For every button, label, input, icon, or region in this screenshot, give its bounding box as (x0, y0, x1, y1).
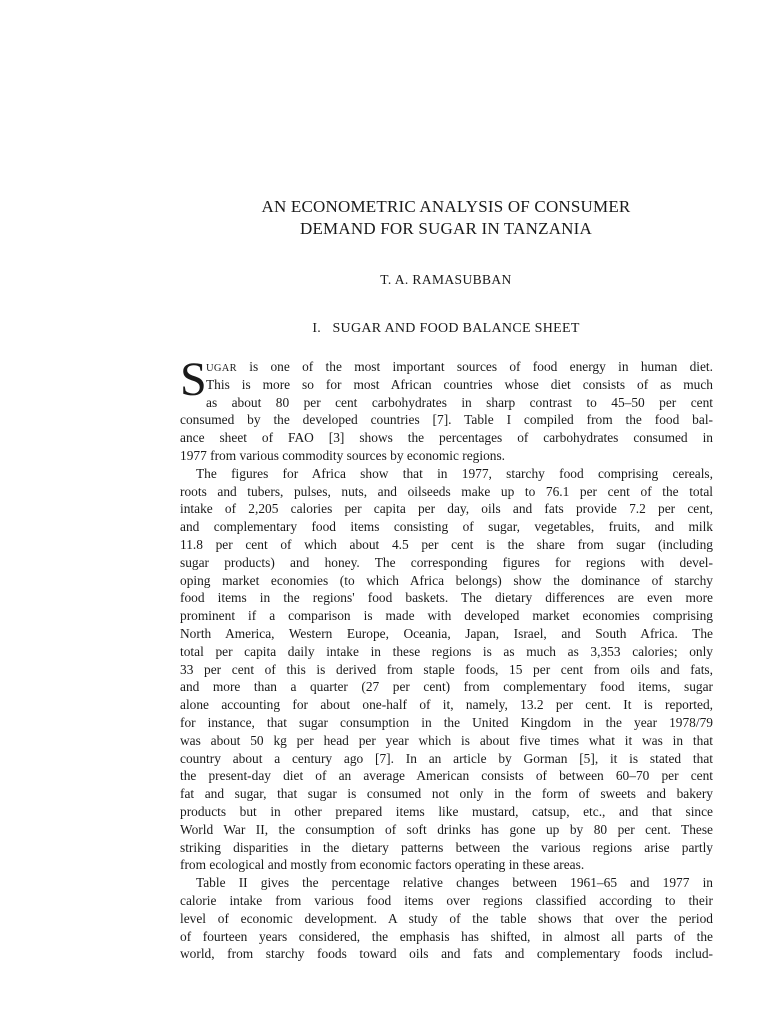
text-line: as about 80 per cent carbohydrates in sharp contrast to 45–50 per cent (206, 394, 713, 410)
drop-cap: S (180, 353, 207, 406)
text-line: of fourteen years considered, the emphasis has shifted, in almost all parts of the (180, 928, 713, 944)
text-line: for instance, that sugar consumption in the United Kingdom in the year 1978/79 (180, 714, 713, 730)
text-line: roots and tubers, pulses, nuts, and oilseeds make up to 76.1 per cent of the total (180, 483, 713, 499)
text-line: ance sheet of FAO [3] shows the percentages of carbohydrates consumed in (180, 430, 713, 446)
text-line: total per capita daily intake in these regions is as much as 3,353 calories; only (180, 643, 713, 659)
text-line: oping market economies (to which Africa belongs) show the dominance of starchy (180, 572, 713, 588)
text-line: country about a century ago [7]. In an article by Gorman [5], it is stated that (180, 750, 713, 766)
text-line: the present-day diet of an average American consists of between 60–70 per cent (180, 768, 713, 784)
text-line: The figures for Africa show that in 1977, starchy food comprising cereals, (196, 465, 713, 481)
body-text (180, 353, 713, 963)
text-line: Table II gives the percentage relative changes between 1961–65 and 1977 in (196, 875, 713, 891)
text-line: was about 50 kg per head per year which is about five times what it was in that (180, 732, 713, 748)
author-name: T. A. RAMASUBBAN (380, 272, 512, 287)
text-line: 1977 from various commodity sources by economic regions. (180, 447, 506, 463)
text-line: World War II, the consumption of soft drinks has gone up by 80 per cent. These (180, 821, 713, 837)
section-heading: I. SUGAR AND FOOD BALANCE SHEET (312, 321, 580, 336)
text-line: This is more so for most African countries whose diet consists of as much (206, 376, 713, 392)
text-line: and more than a quarter (27 per cent) from complementary food items, sugar (180, 679, 713, 695)
text-line: fat and sugar, that sugar is consumed not only in the form of sweets and bakery (180, 786, 713, 802)
title-line-2: DEMAND FOR SUGAR IN TANZANIA (300, 219, 592, 238)
line-text: is one of the most important sources of food energy in human diet. (236, 359, 713, 374)
text-line: products but in other prepared items like mustard, catsup, etc., and that since (180, 803, 713, 819)
title-line-1: AN ECONOMETRIC ANALYSIS OF CONSUMER (261, 197, 631, 216)
text-line: alone accounting for about one-half of it, namely, 13.2 per cent. It is reported, (180, 697, 713, 713)
text-line: level of economic development. A study of the table shows that over the period (180, 910, 713, 926)
text-line: consumed by the developed countries [7]. Table I compiled from the food bal- (180, 412, 713, 428)
text-line: 33 per cent of this is derived from staple foods, 15 per cent from oils and fats, (180, 661, 713, 677)
text-line: food items in the regions' food baskets. The dietary differences are even more (180, 590, 713, 606)
first-word-small-caps: UGAR (206, 363, 237, 374)
text-line: North America, Western Europe, Oceania, Japan, Israel, and South Africa. The (180, 625, 713, 641)
text-line: prominent if a comparison is made with developed market economies comprising (180, 608, 713, 624)
text-line (180, 358, 713, 376)
text-line: calorie intake from various food items over regions classified according to their (180, 892, 713, 908)
text-line: striking disparities in the dietary patterns between the various regions arise partly (180, 839, 713, 855)
text-line: and complementary food items consisting of sugar, vegetables, fruits, and milk (180, 519, 713, 535)
text-line: from ecological and mostly from economic factors operating in these areas. (180, 857, 585, 873)
text-line: sugar products) and honey. The corresponding figures for regions with devel- (180, 554, 713, 570)
text-line: world, from starchy foods toward oils and fats and complementary foods includ- (180, 946, 713, 962)
text-line: 11.8 per cent of which about 4.5 per cent is the share from sugar (including (180, 536, 713, 552)
paper-title (180, 196, 712, 240)
text-line: intake of 2,205 calories per capita per day, oils and fats provide 7.2 per cent, (180, 501, 713, 517)
